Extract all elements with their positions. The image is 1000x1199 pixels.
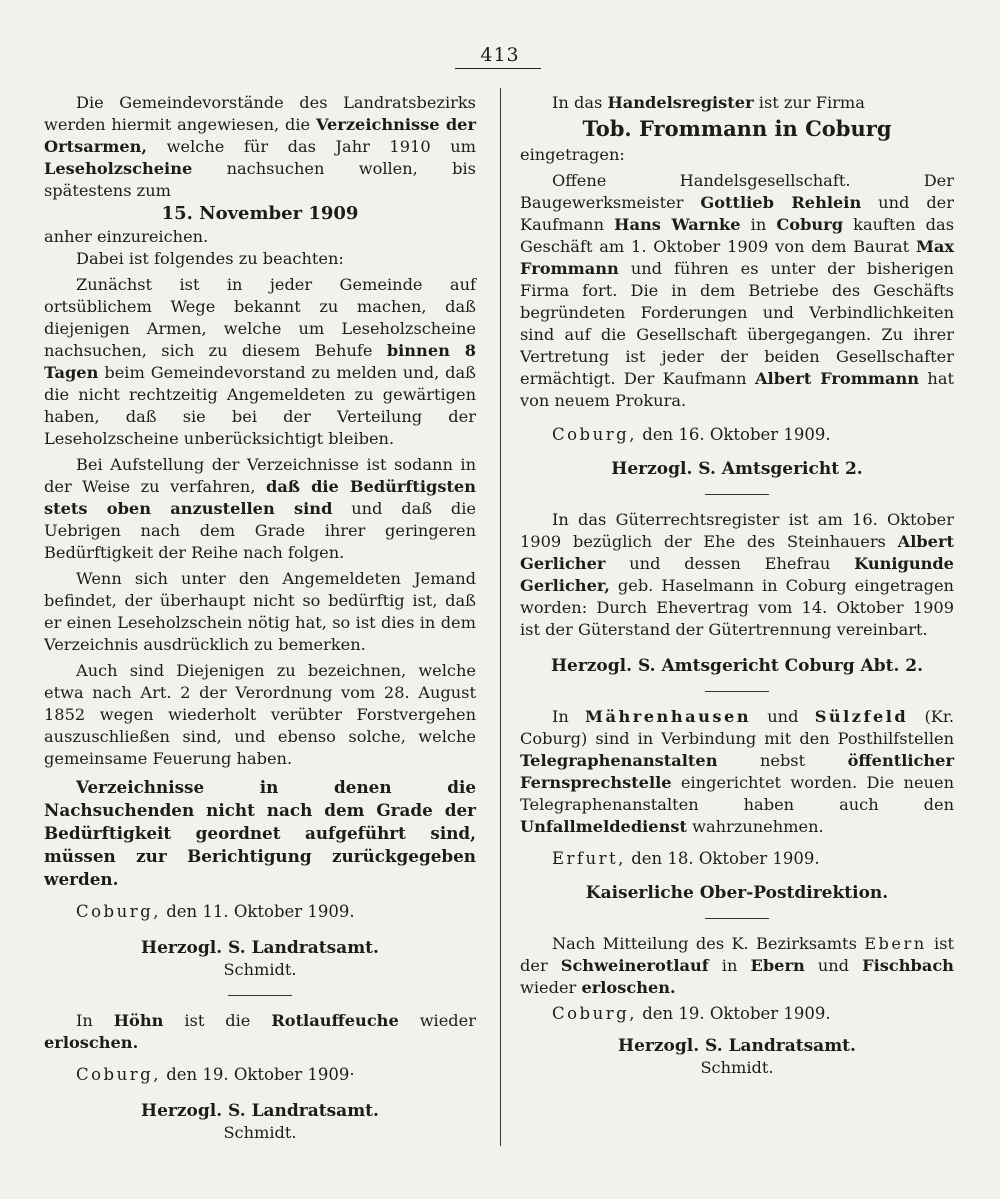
notice-paragraph: Dabei ist folgendes zu beachten: — [76, 249, 344, 268]
bold-phrase: Hans Warnke — [614, 215, 741, 234]
deadline-date: 15. November 1909 — [161, 203, 359, 224]
notice-paragraph: Nach Mitteilung des K. Bezirksamts Ebern ist der Schweinerotlauf in Ebern und Fischbach wieder erloschen. — [520, 934, 954, 997]
signature-name: Schmidt. — [223, 960, 297, 979]
signature-authority: Herzogl. S. Landratsamt. — [141, 1101, 379, 1121]
bold-phrase: Schweinerotlauf — [560, 956, 709, 975]
notice-paragraph: Auch sind Diejenigen zu bezeichnen, welche etwa nach Art. 2 der Verordnung vom 28. August 1852 wegen wiederholt verübter Forstvergehen auszuschließen sind, und ebenso solche, welche gemeinsame Feuerung haben. — [44, 661, 476, 768]
signature-name: Schmidt. — [700, 1058, 774, 1077]
section-rule — [705, 918, 769, 919]
signature-authority: Herzogl. S. Amtsgericht 2. — [611, 459, 863, 479]
column-divider — [500, 88, 501, 1146]
section-rule — [705, 494, 769, 495]
left-column — [44, 92, 476, 1144]
signature-authority: Kaiserliche Ober-Postdirektion. — [585, 883, 889, 903]
bold-phrase: Höhn — [113, 1011, 164, 1030]
notice-schweinerotlauf — [520, 933, 954, 1079]
spaced-phrase: Ebern — [864, 934, 927, 953]
notice-paragraph: Die Gemeindevorstände des Landratsbezirks werden hiermit angewiesen, die Verzeichnisse der Ortsarmen, welche für das Jahr 1910 um Leseholzscheine nachsuchen wollen, bis spätestens zum — [44, 93, 476, 200]
notice-handelsregister — [520, 92, 954, 480]
bold-phrase: Gottlieb Rehlein — [700, 193, 862, 212]
notice-paragraph: Wenn sich unter den Angemeldeten Jemand befindet, der überhaupt nicht so bedürftig ist, daß er einen Leseholzschein nötig hat, so ist dies in dem Verzeichnis ausdrücklich zu bemerken. — [44, 569, 476, 654]
dateline: Erfurt, den 18. Oktober 1909. — [552, 849, 820, 868]
notice-paragraph: Zunächst ist in jeder Gemeinde auf ortsüblichem Wege bekannt zu machen, daß diejenigen Armen, welche um Leseholzscheine nachsuchen, sich zu diesem Behufe binnen 8 Tagen beim Gemeindevorstand zu melden und, daß die nicht rechtzeitig Angemeldeten zu gewärtigen haben, daß sie bei der Verteilung der Leseholzscheine unberücksichtigt bleiben. — [44, 275, 476, 448]
dateline: Coburg, den 19. Oktober 1909. — [552, 1004, 831, 1023]
notice-paragraph: In das Handelsregister ist zur Firma — [552, 93, 865, 112]
bold-phrase: Fischbach — [862, 956, 954, 975]
notice-paragraph: In Höhn ist die Rotlauffeuche wieder erloschen. — [44, 1011, 476, 1052]
section-rule — [228, 995, 292, 996]
bold-phrase: Albert Gerlicher — [520, 532, 954, 573]
signature-authority: Herzogl. S. Landratsamt. — [618, 1036, 856, 1056]
bold-phrase: Max Frommann — [520, 237, 954, 278]
notice-paragraph: Bei Aufstellung der Verzeichnisse ist sodann in der Weise zu verfahren, daß die Bedürftigsten stets oben anzustellen sind und daß die Uebrigen nach dem Grade ihrer geringeren Bedürftigkeit der Reihe nach folgen. — [44, 455, 477, 562]
notice-paragraph: In Mährenhausen und Sülzfeld (Kr. Coburg) sind in Verbindung mit den Posthilfstellen Telegraphenanstalten nebst öffentlicher Fernsprechstelle eingerichtet worden. Die neuen Telegraphenanstalten haben auch den Unfallmeldedienst wahrzunehmen. — [520, 707, 954, 836]
notice-warning: Verzeichnisse in denen die Nachsuchenden nicht nach dem Grade der Bedürftigkeit geordnet aufgeführt sind, müssen zur Berichtigung zurückgegeben werden. — [44, 777, 476, 889]
notice-paragraph: anher einzureichen. — [44, 227, 209, 246]
bold-phrase: erloschen. — [44, 1033, 139, 1052]
page-number: 413 — [480, 44, 520, 66]
bold-phrase: Albert Frommann — [754, 369, 920, 388]
bold-phrase: binnen 8 Tagen — [44, 341, 476, 382]
header-rule — [455, 68, 541, 69]
dateline: Coburg, den 19. Oktober 1909· — [76, 1065, 355, 1084]
bold-phrase: Verzeichnisse der Ortsarmen, — [44, 115, 476, 156]
notice-paragraph: eingetragen: — [520, 145, 625, 164]
bold-phrase: Telegraphenanstalten — [520, 751, 718, 770]
signature-name: Schmidt. — [223, 1123, 297, 1142]
bold-phrase: öffentlicher Fernsprechstelle — [520, 751, 954, 792]
bold-phrase: Sülzfeld — [814, 707, 909, 726]
notice-paragraph: Offene Handelsgesellschaft. Der Baugewerksmeister Gottlieb Rehlein und der Kaufmann Hans Warnke in Coburg kauften das Geschäft am 1. Oktober 1909 von dem Baurat Max Frommann und führen es unter der bisherigen Firma fort. Die in dem Betriebe des Geschäfts begründeten Forderungen und Verbindlichkeiten sind auf die Gesellschaft übergegangen. Zu ihrer Vertretung ist jeder der beiden Gesellschafter ermächtigt. Der Kaufmann Albert Frommann hat von neuem Prokura. — [520, 171, 955, 410]
signature-authority: Herzogl. S. Landratsamt. — [141, 938, 379, 958]
notice-rotlauf — [44, 1010, 476, 1144]
section-rule — [705, 691, 769, 692]
dateline: Coburg, den 11. Oktober 1909. — [76, 902, 355, 921]
firm-name: Tob. Frommann in Coburg — [582, 116, 892, 141]
bold-phrase: Unfallmeldedienst — [520, 817, 687, 836]
bold-phrase: erloschen. — [581, 978, 676, 997]
notice-gueterrecht — [520, 509, 954, 677]
bold-phrase: Mährenhausen — [585, 707, 752, 726]
bold-phrase: Leseholzscheine — [44, 159, 193, 178]
notice-telegraph — [520, 706, 954, 904]
right-column — [520, 92, 954, 1079]
bold-phrase: daß die Bedürftigsten stets oben anzustellen sind — [44, 477, 477, 518]
bold-phrase: Coburg — [776, 215, 844, 234]
notice-leseholz — [44, 92, 476, 981]
bold-phrase: Ebern — [750, 956, 805, 975]
bold-phrase: Rotlauffeuche — [271, 1011, 399, 1030]
bold-phrase: Kunigunde Gerlicher, — [520, 554, 954, 595]
signature-authority: Herzogl. S. Amtsgericht Coburg Abt. 2. — [550, 656, 924, 676]
notice-paragraph: In das Güterrechtsregister ist am 16. Oktober 1909 bezüglich der Ehe des Steinhauers Albert Gerlicher und dessen Ehefrau Kunigunde Gerlicher, geb. Haselmann in Coburg eingetragen worden: Durch Ehevertrag vom 14. Oktober 1909 ist der Güterstand der Gütertrennung vereinbart. — [520, 510, 954, 639]
dateline: Coburg, den 16. Oktober 1909. — [552, 425, 831, 444]
bold-phrase: Handelsregister — [607, 93, 754, 112]
